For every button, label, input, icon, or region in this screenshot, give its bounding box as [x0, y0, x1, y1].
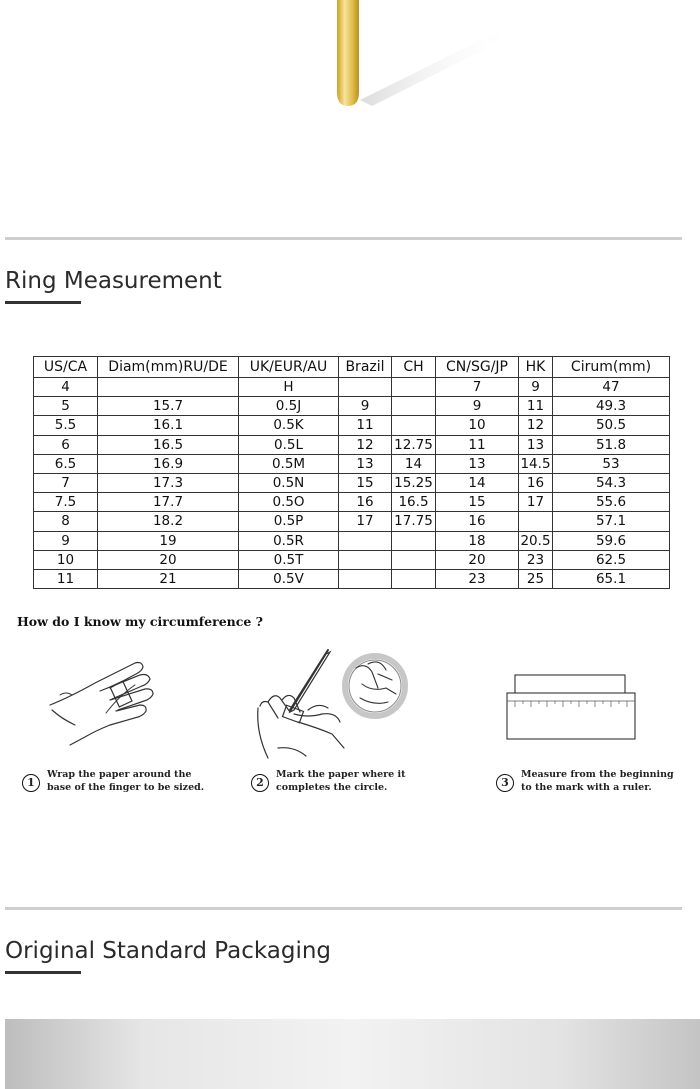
table-cell: 4	[34, 378, 98, 397]
table-cell: 15.7	[98, 397, 239, 416]
table-cell: 7	[34, 473, 98, 492]
table-cell: 50.5	[553, 416, 670, 435]
table-cell: 23	[519, 550, 553, 569]
table-cell: 6.5	[34, 454, 98, 473]
divider-top	[5, 237, 682, 240]
table-cell: 9	[519, 378, 553, 397]
table-cell: 6	[34, 435, 98, 454]
table-row	[34, 378, 670, 397]
table-cell	[392, 416, 436, 435]
table-cell: 0.5L	[239, 435, 339, 454]
table-cell: 53	[553, 454, 670, 473]
table-cell: 15.25	[392, 473, 436, 492]
table-row	[34, 550, 670, 569]
table-cell: 62.5	[553, 550, 670, 569]
table-cell	[339, 550, 392, 569]
col-header: HK	[519, 357, 553, 378]
circumference-question: How do I know my circumference ?	[17, 614, 263, 629]
table-cell: 0.5R	[239, 531, 339, 550]
table-cell: 0.5O	[239, 493, 339, 512]
col-header: Cirum(mm)	[553, 357, 670, 378]
ring-product-image	[0, 0, 700, 150]
table-cell: 0.5M	[239, 454, 339, 473]
table-cell: 12	[519, 416, 553, 435]
col-header: UK/EUR/AU	[239, 357, 339, 378]
table-cell	[392, 378, 436, 397]
table-cell: 7.5	[34, 493, 98, 512]
table-row	[34, 512, 670, 531]
table-cell	[392, 397, 436, 416]
table-cell: 20	[436, 550, 519, 569]
table-cell	[339, 378, 392, 397]
table-cell: 9	[339, 397, 392, 416]
table-cell: 65.1	[553, 569, 670, 588]
table-header-row	[34, 357, 670, 378]
table-cell: 11	[34, 569, 98, 588]
table-cell: 25	[519, 569, 553, 588]
step-3-text: Measure from the beginning to the mark with a ruler.	[521, 769, 674, 793]
table-row	[34, 531, 670, 550]
hand-mark-illustration	[248, 648, 413, 763]
table-cell: 18	[436, 531, 519, 550]
table-cell: 11	[519, 397, 553, 416]
title-underline	[5, 301, 81, 304]
table-cell: 23	[436, 569, 519, 588]
table-cell: 12.75	[392, 435, 436, 454]
step-2-text: Mark the paper where it completes the circle.	[276, 769, 406, 793]
section-title-packaging: Original Standard Packaging	[5, 938, 332, 964]
table-cell	[339, 531, 392, 550]
packaging-image	[5, 1019, 700, 1089]
title-underline	[5, 971, 81, 974]
table-cell: 11	[436, 435, 519, 454]
table-cell: 0.5V	[239, 569, 339, 588]
table-cell: 15	[436, 493, 519, 512]
table-cell: 17.3	[98, 473, 239, 492]
table-cell: 47	[553, 378, 670, 397]
table-cell: H	[239, 378, 339, 397]
table-cell: 57.1	[553, 512, 670, 531]
col-header: CH	[392, 357, 436, 378]
col-header: Brazil	[339, 357, 392, 378]
table-cell: 16	[436, 512, 519, 531]
table-cell: 51.8	[553, 435, 670, 454]
table-cell: 13	[519, 435, 553, 454]
table-cell: 17.75	[392, 512, 436, 531]
table-cell: 20	[98, 550, 239, 569]
table-cell	[339, 569, 392, 588]
table-cell: 59.6	[553, 531, 670, 550]
section-title-ring-measurement: Ring Measurement	[5, 268, 222, 294]
table-cell: 0.5P	[239, 512, 339, 531]
table-cell: 20.5	[520, 532, 551, 549]
table-cell: 55.6	[553, 493, 670, 512]
table-cell: 14.5	[520, 455, 551, 472]
table-cell: 14	[392, 454, 436, 473]
table-row	[34, 416, 670, 435]
table-cell: 17.7	[98, 493, 239, 512]
table-cell: 0.5J	[239, 397, 339, 416]
table-cell: 0.5K	[239, 416, 339, 435]
table-cell: 16.9	[98, 454, 239, 473]
table-cell: 14	[436, 473, 519, 492]
table-cell	[392, 550, 436, 569]
table-cell: 16	[339, 493, 392, 512]
table-cell: 54.3	[553, 473, 670, 492]
hand-wrap-illustration	[40, 655, 170, 750]
table-cell: 13	[339, 454, 392, 473]
table-row	[34, 493, 670, 512]
step-1-text: Wrap the paper around the base of the finger to be sized.	[47, 769, 205, 793]
table-cell: 16.5	[98, 435, 239, 454]
table-cell: 11	[339, 416, 392, 435]
table-row	[34, 569, 670, 588]
table-cell	[392, 531, 436, 550]
table-cell: 0.5N	[239, 473, 339, 492]
table-cell: 18.2	[98, 512, 239, 531]
col-header: Diam(mm)RU/DE	[98, 357, 239, 378]
table-cell: 9	[436, 397, 519, 416]
ruler-measure-illustration	[505, 673, 640, 743]
col-header: US/CA	[34, 357, 98, 378]
table-cell: 16	[519, 473, 553, 492]
table-cell	[392, 569, 436, 588]
table-cell: 7	[436, 378, 519, 397]
table-cell: 9	[34, 531, 98, 550]
step-1-number: 1	[22, 774, 40, 792]
table-row	[34, 397, 670, 416]
table-row	[34, 473, 670, 492]
table-cell: 16.1	[98, 416, 239, 435]
table-cell: 15	[339, 473, 392, 492]
table-row	[34, 435, 670, 454]
table-cell: 16.5	[392, 493, 436, 512]
table-cell: 17	[339, 512, 392, 531]
table-cell: 10	[436, 416, 519, 435]
table-cell: 12	[339, 435, 392, 454]
ring-size-chart	[33, 356, 670, 589]
step-3-number: 3	[496, 774, 514, 792]
table-cell: 21	[98, 569, 239, 588]
col-header: CN/SG/JP	[436, 357, 519, 378]
table-cell: 5	[34, 397, 98, 416]
table-cell: 10	[34, 550, 98, 569]
table-cell: 8	[34, 512, 98, 531]
table-row	[34, 454, 670, 473]
table-cell: 0.5T	[239, 550, 339, 569]
table-cell: 19	[98, 531, 239, 550]
table-cell: 5.5	[34, 416, 98, 435]
table-cell	[98, 378, 239, 397]
table-cell: 13	[436, 454, 519, 473]
table-cell	[519, 512, 553, 531]
table-cell: 17	[519, 493, 553, 512]
table-cell: 49.3	[553, 397, 670, 416]
divider-bottom	[5, 907, 682, 910]
step-2-number: 2	[251, 774, 269, 792]
